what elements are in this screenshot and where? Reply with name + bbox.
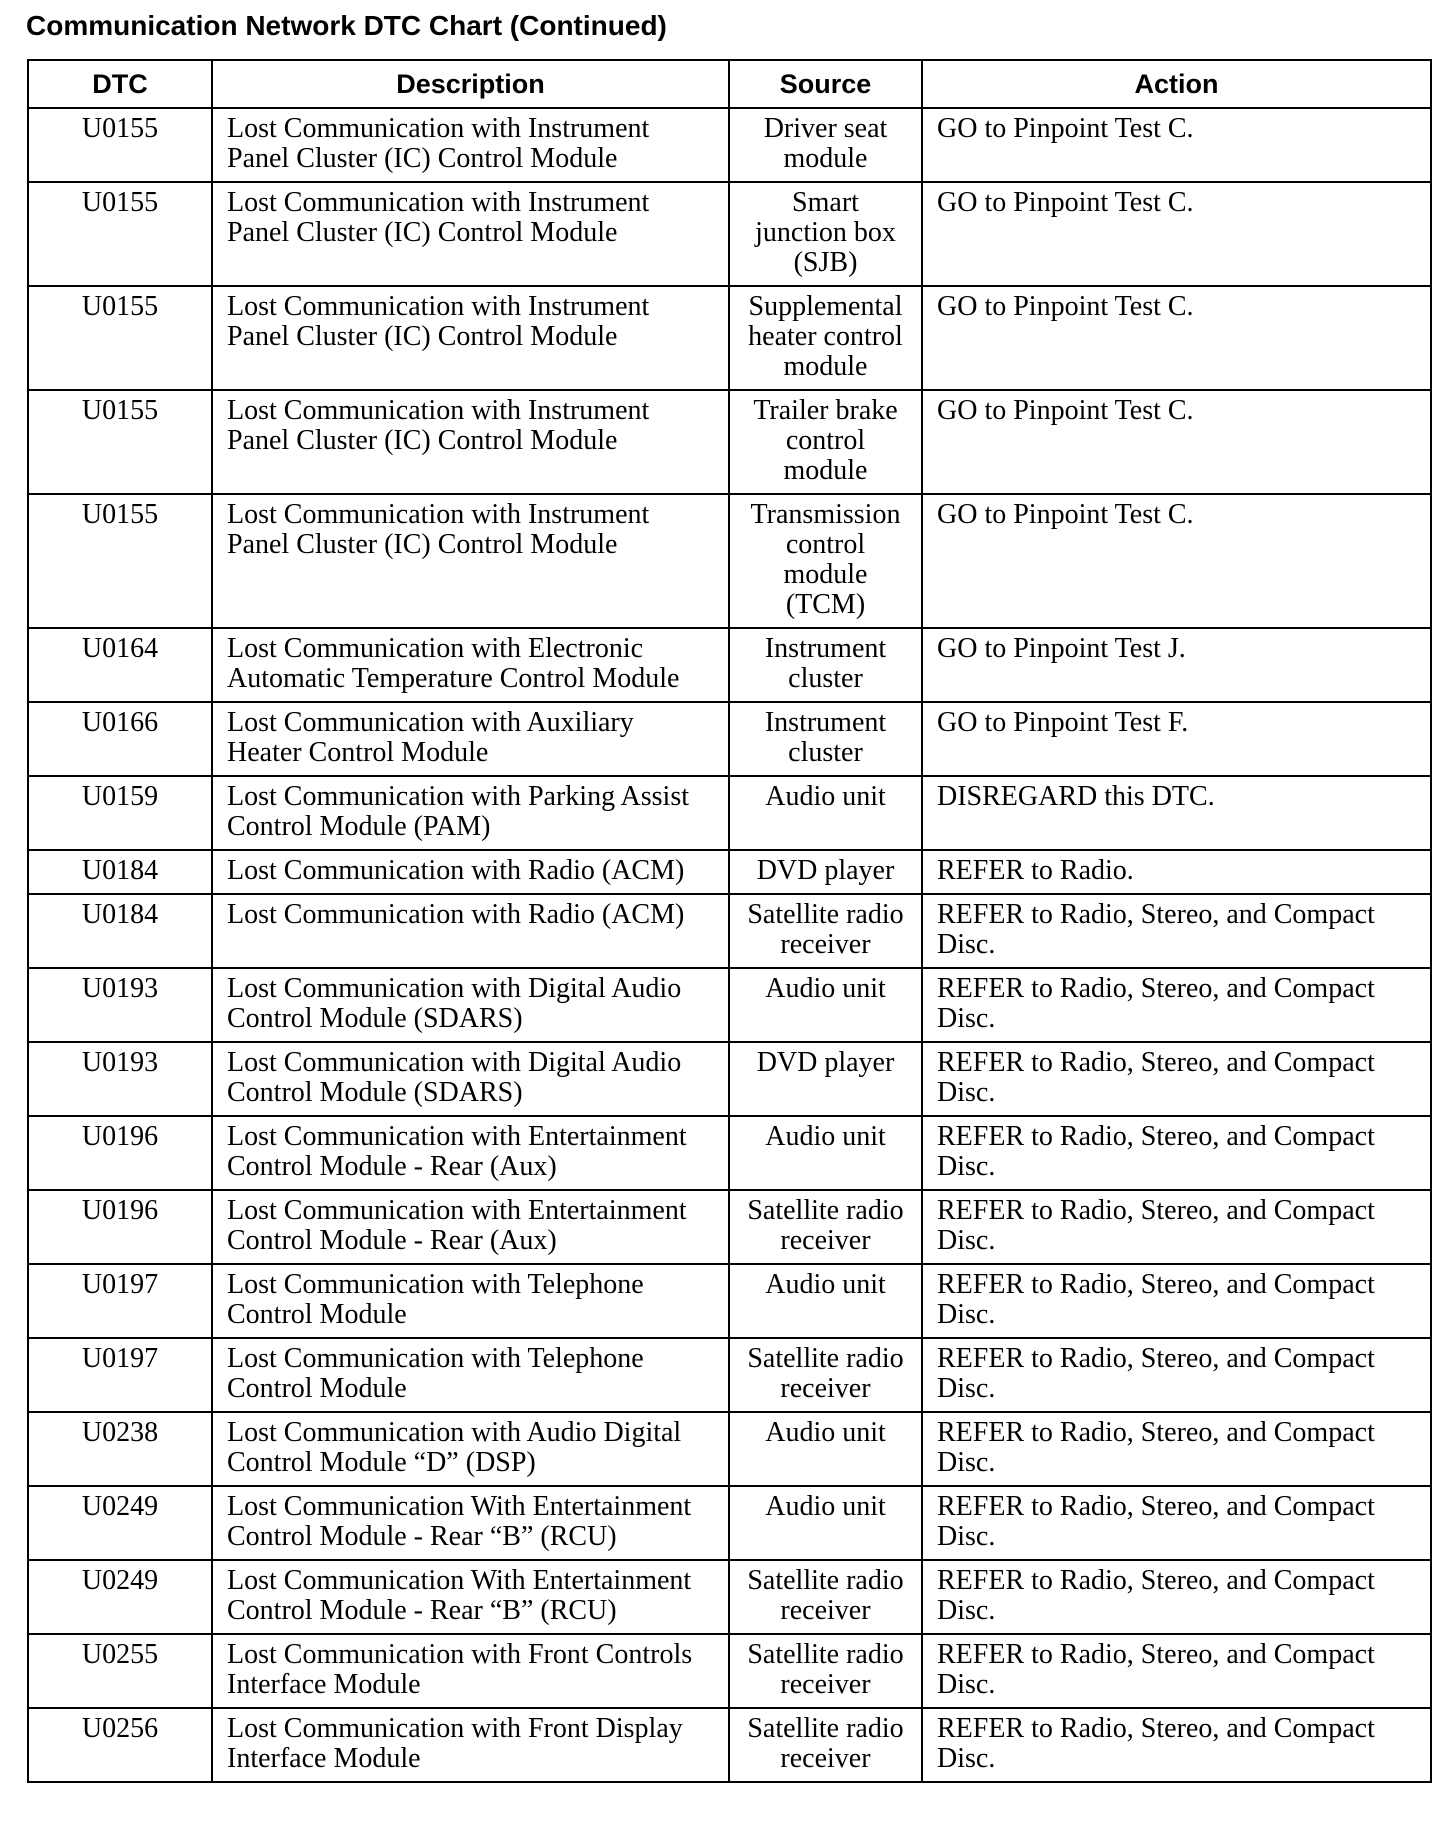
header-description: Description [212,60,729,108]
header-row [28,60,1431,108]
table-row [28,850,1431,894]
action-cell: REFER to Radio, Stereo, and Compact Disc. [922,968,1431,1042]
dtc-cell: U0196 [28,1116,212,1190]
description-cell: Lost Communication with Radio (ACM) [212,850,729,894]
dtc-cell: U0184 [28,850,212,894]
source-cell: Satellite radio receiver [729,1190,922,1264]
table-row [28,628,1431,702]
source-cell: Satellite radio receiver [729,894,922,968]
table-row [28,968,1431,1042]
dtc-cell: U0249 [28,1560,212,1634]
description-cell: Lost Communication with Instrument Panel Cluster (IC) Control Module [212,182,729,286]
description-cell: Lost Communication with Digital Audio Control Module (SDARS) [212,1042,729,1116]
table-row [28,108,1431,182]
description-cell: Lost Communication With Entertainment Control Module - Rear “B” (RCU) [212,1560,729,1634]
dtc-cell: U0155 [28,108,212,182]
source-cell: Supplemental heater control module [729,286,922,390]
table-row [28,182,1431,286]
table-row [28,1042,1431,1116]
description-cell: Lost Communication with Electronic Automatic Temperature Control Module [212,628,729,702]
dtc-cell: U0238 [28,1412,212,1486]
source-cell: Audio unit [729,1116,922,1190]
action-cell: GO to Pinpoint Test C. [922,286,1431,390]
description-cell: Lost Communication with Instrument Panel Cluster (IC) Control Module [212,286,729,390]
action-cell: REFER to Radio, Stereo, and Compact Disc. [922,1190,1431,1264]
action-cell: REFER to Radio. [922,850,1431,894]
dtc-cell: U0197 [28,1264,212,1338]
source-cell: Audio unit [729,1486,922,1560]
dtc-cell: U0196 [28,1190,212,1264]
source-cell: Satellite radio receiver [729,1338,922,1412]
dtc-cell: U0193 [28,968,212,1042]
action-cell: REFER to Radio, Stereo, and Compact Disc. [922,1042,1431,1116]
source-cell: Transmission control module (TCM) [729,494,922,628]
header-dtc: DTC [28,60,212,108]
dtc-cell: U0164 [28,628,212,702]
source-cell: Smart junction box (SJB) [729,182,922,286]
action-cell: REFER to Radio, Stereo, and Compact Disc. [922,1486,1431,1560]
description-cell: Lost Communication with Front Display Interface Module [212,1708,729,1782]
action-cell: GO to Pinpoint Test C. [922,108,1431,182]
table-row [28,1190,1431,1264]
source-cell: Satellite radio receiver [729,1708,922,1782]
description-cell: Lost Communication with Telephone Control Module [212,1264,729,1338]
dtc-cell: U0155 [28,182,212,286]
source-cell: Trailer brake control module [729,390,922,494]
description-cell: Lost Communication with Instrument Panel Cluster (IC) Control Module [212,390,729,494]
source-cell: DVD player [729,1042,922,1116]
dtc-cell: U0255 [28,1634,212,1708]
action-cell: GO to Pinpoint Test J. [922,628,1431,702]
table-row [28,894,1431,968]
action-cell: REFER to Radio, Stereo, and Compact Disc. [922,1412,1431,1486]
dtc-cell: U0249 [28,1486,212,1560]
dtc-cell: U0155 [28,390,212,494]
description-cell: Lost Communication with Parking Assist Control Module (PAM) [212,776,729,850]
dtc-table [27,59,1432,1783]
action-cell: REFER to Radio, Stereo, and Compact Disc. [922,1264,1431,1338]
description-cell: Lost Communication with Entertainment Control Module - Rear (Aux) [212,1190,729,1264]
description-cell: Lost Communication with Instrument Panel Cluster (IC) Control Module [212,494,729,628]
source-cell: Audio unit [729,1264,922,1338]
action-cell: REFER to Radio, Stereo, and Compact Disc. [922,1560,1431,1634]
action-cell: DISREGARD this DTC. [922,776,1431,850]
table-row [28,286,1431,390]
description-cell: Lost Communication with Front Controls Interface Module [212,1634,729,1708]
source-cell: Satellite radio receiver [729,1634,922,1708]
dtc-cell: U0155 [28,494,212,628]
table-row [28,1338,1431,1412]
table-row [28,1708,1431,1782]
description-cell: Lost Communication with Audio Digital Control Module “D” (DSP) [212,1412,729,1486]
source-cell: Audio unit [729,776,922,850]
source-cell: Instrument cluster [729,702,922,776]
action-cell: REFER to Radio, Stereo, and Compact Disc. [922,894,1431,968]
description-cell: Lost Communication with Digital Audio Control Module (SDARS) [212,968,729,1042]
source-cell: Audio unit [729,1412,922,1486]
description-cell: Lost Communication with Entertainment Control Module - Rear (Aux) [212,1116,729,1190]
table-row [28,494,1431,628]
table-row [28,1560,1431,1634]
table-row [28,1264,1431,1338]
table-row [28,390,1431,494]
source-cell: Satellite radio receiver [729,1560,922,1634]
source-cell: Audio unit [729,968,922,1042]
table-row [28,1634,1431,1708]
action-cell: REFER to Radio, Stereo, and Compact Disc. [922,1634,1431,1708]
dtc-cell: U0197 [28,1338,212,1412]
description-cell: Lost Communication with Instrument Panel Cluster (IC) Control Module [212,108,729,182]
action-cell: REFER to Radio, Stereo, and Compact Disc. [922,1338,1431,1412]
table-row [28,1486,1431,1560]
action-cell: REFER to Radio, Stereo, and Compact Disc. [922,1116,1431,1190]
dtc-cell: U0155 [28,286,212,390]
dtc-cell: U0256 [28,1708,212,1782]
description-cell: Lost Communication with Auxiliary Heater Control Module [212,702,729,776]
source-cell: Instrument cluster [729,628,922,702]
dtc-cell: U0159 [28,776,212,850]
dtc-cell: U0193 [28,1042,212,1116]
action-cell: GO to Pinpoint Test C. [922,494,1431,628]
source-cell: Driver seat module [729,108,922,182]
table-row [28,702,1431,776]
header-action: Action [922,60,1431,108]
table-row [28,1412,1431,1486]
action-cell: GO to Pinpoint Test F. [922,702,1431,776]
header-source: Source [729,60,922,108]
table-row [28,1116,1431,1190]
page-title: Communication Network DTC Chart (Continued) [26,10,667,41]
action-cell: REFER to Radio, Stereo, and Compact Disc. [922,1708,1431,1782]
action-cell: GO to Pinpoint Test C. [922,390,1431,494]
description-cell: Lost Communication with Telephone Control Module [212,1338,729,1412]
description-cell: Lost Communication with Radio (ACM) [212,894,729,968]
dtc-cell: U0166 [28,702,212,776]
dtc-cell: U0184 [28,894,212,968]
action-cell: GO to Pinpoint Test C. [922,182,1431,286]
source-cell: DVD player [729,850,922,894]
table-row [28,776,1431,850]
description-cell: Lost Communication With Entertainment Control Module - Rear “B” (RCU) [212,1486,729,1560]
